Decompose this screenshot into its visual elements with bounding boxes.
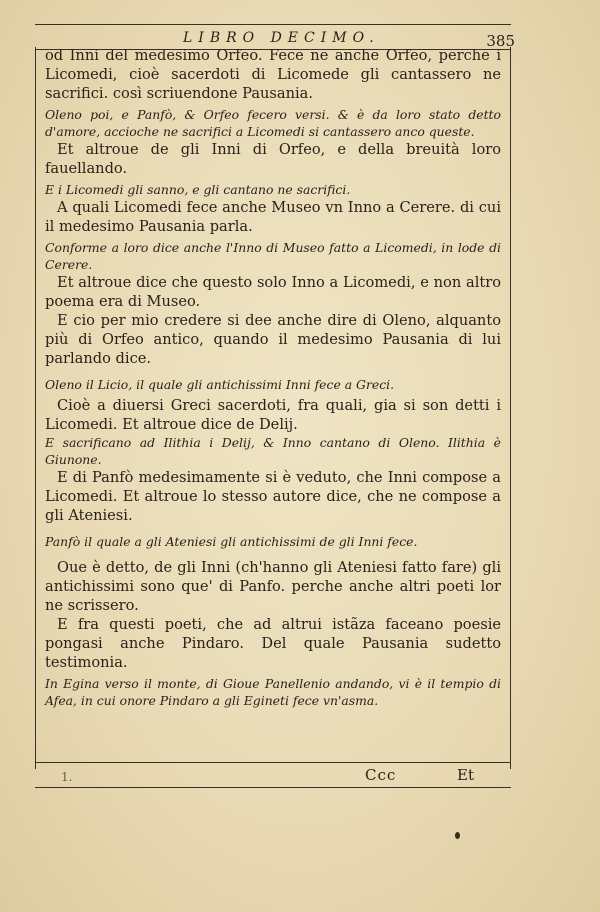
quotation: E sacrificano ad Ilithia i Delij, & Inno cantano di Oleno. Ilithia è Giunone. xyxy=(45,435,501,467)
paragraph: E fra questi poeti, che ad altrui istãza faceano poesie pongasi anche Pindaro. Del quale Pausania sudetto testimonia. xyxy=(45,616,501,671)
quotation: Panfò il quale a gli Ateniesi gli antichissimi de gli Inni fece. xyxy=(45,534,418,549)
paragraph: Oue è detto, de gli Inni (ch'hanno gli Ateniesi fatto fare) gli antichissimi sono que' di Panfo. perche anche altri poeti lor ne scrissero. xyxy=(45,559,501,614)
footer-mark: 1. xyxy=(61,770,73,784)
paragraph: E di Panfò medesimamente si è veduto, che Inni compose a Licomedi. Et altroue lo stesso autore dice, che ne compose a gli Ateniesi. xyxy=(45,469,501,524)
running-title: LIBRO DECIMO. xyxy=(183,30,380,46)
paragraph: Et altroue de gli Inni di Orfeo, e della breuità loro fauellando. xyxy=(45,141,501,177)
paragraph: E cio per mio credere si dee anche dire di Oleno, alquanto più di Orfeo antico, quando il medesimo Pausania di lui parlando dice. xyxy=(45,312,501,367)
signature-mark: Ccc xyxy=(365,766,397,784)
quotation: Oleno poi, e Panfò, & Orfeo fecero versi. & è da loro stato detto d'amore, accioche ne sacrifici a Licomedi si cantassero anco queste. xyxy=(45,107,501,139)
quotation: E i Licomedi gli sanno, e gli cantano ne sacrifici. xyxy=(45,182,351,197)
quotation: Oleno il Licio, il quale gli antichissimi Inni fece a Greci. xyxy=(45,377,395,392)
quotation: Conforme a loro dice anche l'Inno di Museo fatto a Licomedi, in lode di Cerere. xyxy=(45,240,501,272)
paragraph: Et altroue dice che questo solo Inno a Licomedi, e non altro poema era di Museo. xyxy=(45,274,501,310)
catchword: Et xyxy=(457,766,474,784)
paragraph: od Inni del medesimo Orfeo. Fece ne anche Orfeo, perche i Licomedi, cioè sacerdoti di Licomede gli cantassero ne sacrifici. così scriuendone Pausania. xyxy=(45,47,501,102)
page-footer xyxy=(35,762,511,788)
page-number: 385 xyxy=(486,32,515,50)
ink-spot xyxy=(455,832,460,839)
paragraph: Cioè a diuersi Greci sacerdoti, fra quali, gia si son detti i Licomedi. Et altroue dice de Delij. xyxy=(45,397,501,433)
paragraph: A quali Licomedi fece anche Museo vn Inno a Cerere. di cui il medesimo Pausania parla. xyxy=(45,199,501,235)
quotation: In Egina verso il monte, di Gioue Panellenio andando, vi è il tempio di Afea, in cui onore Pindaro a gli Egineti fece vn'asma. xyxy=(45,676,501,708)
text-block xyxy=(45,46,501,709)
